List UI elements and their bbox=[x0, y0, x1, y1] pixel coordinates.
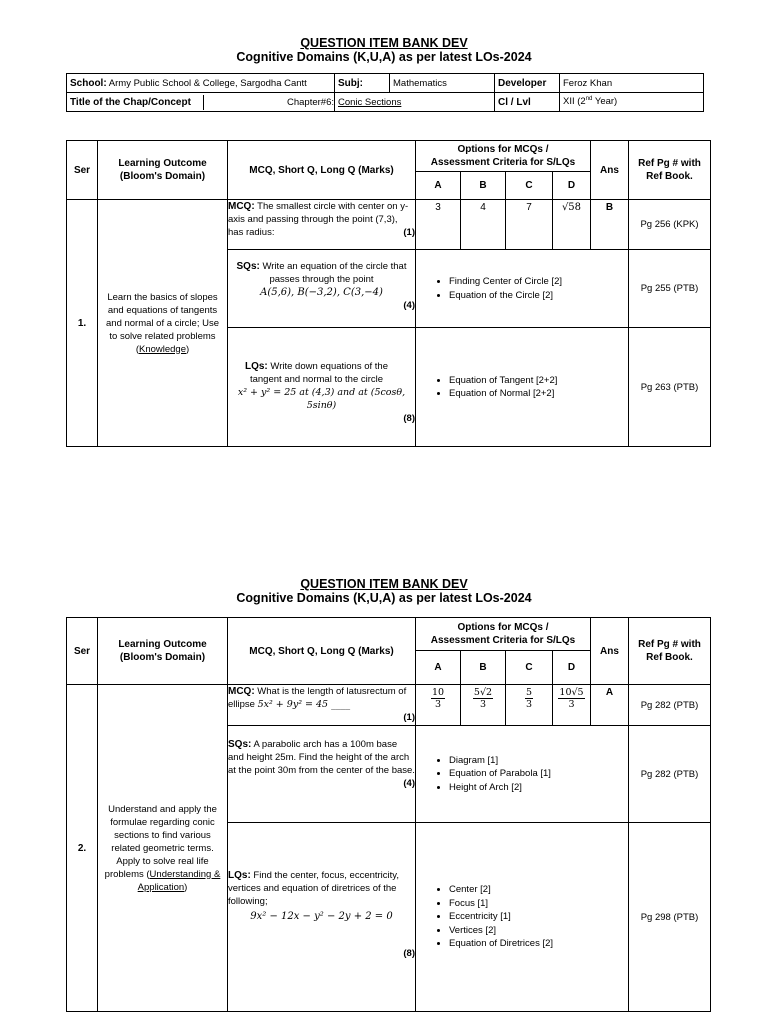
opt-a-header: A bbox=[416, 172, 461, 200]
lq-1-ref: Pg 263 (PTB) bbox=[629, 328, 711, 447]
sq-2-criteria bbox=[416, 726, 629, 823]
criteria-item: • Height of Arch [2] bbox=[449, 781, 625, 795]
class-value: XII (2nd Year) bbox=[560, 93, 704, 112]
developer-value: Feroz Khan bbox=[560, 74, 704, 93]
mcq-1-opt-a: 3 bbox=[416, 200, 461, 250]
ser-1: 1. bbox=[67, 200, 98, 447]
page-header-1 bbox=[0, 36, 768, 64]
ser-header: Ser bbox=[67, 141, 98, 200]
ser-2: 2. bbox=[67, 685, 98, 1012]
sq-1-ref: Pg 255 (PTB) bbox=[629, 250, 711, 328]
lq-2-ref: Pg 298 (PTB) bbox=[629, 823, 711, 1012]
mcq-2-ref: Pg 282 (PTB) bbox=[629, 685, 711, 726]
mcq-2-opt-d: $\frac{10√5}{3}$ bbox=[553, 685, 591, 726]
mcq-header: MCQ, Short Q, Long Q (Marks) bbox=[228, 618, 416, 685]
sq-2-marks: (4) bbox=[403, 778, 415, 789]
opt-c-header: C bbox=[506, 651, 553, 685]
mcq-1-opt-c: 7 bbox=[506, 200, 553, 250]
lq-1-marks: (8) bbox=[403, 413, 415, 424]
opt-c-header: C bbox=[506, 172, 553, 200]
question-table-2 bbox=[66, 617, 711, 1012]
page-header-2 bbox=[0, 577, 768, 605]
mcq-2: MCQ: What is the length of latusrectum of ellipse 5x² + 9y² = 45 ____ (1) bbox=[228, 685, 416, 726]
lo-header: Learning Outcome (Bloom's Domain) bbox=[98, 141, 228, 200]
options-header: Options for MCQs / Assessment Criteria for S/LQs bbox=[416, 618, 591, 651]
title-label: Title of the Chap/Concept bbox=[67, 95, 204, 110]
sq-1: SQs: Write an equation of the circle that passes through the point A(5,6), B(−3,2), C(3,−4) (4) bbox=[228, 250, 416, 328]
criteria-item: • Diagram [1] bbox=[449, 754, 625, 768]
sq-1-math: A(5,6), B(−3,2), C(3,−4) bbox=[260, 287, 383, 298]
bank-subtitle: Cognitive Domains (K,U,A) as per latest LOs-2024 bbox=[236, 591, 532, 605]
mcq-2-opt-c: $\frac{5}{3}$ bbox=[506, 685, 553, 726]
mcq-1-opt-d: √58 bbox=[553, 200, 591, 250]
opt-a-header: A bbox=[416, 651, 461, 685]
criteria-item: • Finding Center of Circle [2] bbox=[449, 275, 625, 289]
ser-header: Ser bbox=[67, 618, 98, 685]
criteria-item: • Equation of the Circle [2] bbox=[449, 289, 625, 303]
criteria-item: • Equation of Normal [2+2] bbox=[449, 387, 625, 401]
lq-1: LQs: Write down equations of the tangent and normal to the circle x² + y² = 25 at (4,3) and at (5cosθ, 5sinθ) (8) bbox=[228, 328, 416, 447]
criteria-item: • Vertices [2] bbox=[449, 924, 625, 938]
mcq-1: MCQ: The smallest circle with center on y-axis and passing through the point (7,3), has radius: (1) bbox=[228, 200, 416, 250]
class-label: Cl / Lvl bbox=[495, 93, 560, 112]
chapter-name: Conic Sections bbox=[335, 93, 495, 112]
criteria-item: • Center [2] bbox=[449, 883, 625, 897]
question-table-1 bbox=[66, 140, 711, 447]
criteria-item: • Focus [1] bbox=[449, 897, 625, 911]
lo-header: Learning Outcome (Bloom's Domain) bbox=[98, 618, 228, 685]
opt-b-header: B bbox=[461, 651, 506, 685]
mcq-2-opt-b: $\frac{5√2}{3}$ bbox=[461, 685, 506, 726]
subj-value: Mathematics bbox=[390, 74, 495, 93]
criteria-item: • Equation of Parabola [1] bbox=[449, 767, 625, 781]
mcq-2-answer: A bbox=[591, 685, 629, 726]
opt-b-header: B bbox=[461, 172, 506, 200]
bank-title: QUESTION ITEM BANK DEV bbox=[300, 36, 468, 50]
criteria-item: • Equation of Tangent [2+2] bbox=[449, 374, 625, 388]
lq-2-math: 9x² − 12x − y² − 2y + 2 = 0 bbox=[250, 911, 393, 922]
sq-2: SQs: A parabolic arch has a 100m base and height 25m. Find the height of the arch at the point 30m from the center of the base. (4) bbox=[228, 726, 416, 823]
mcq-2-marks: (1) bbox=[403, 712, 415, 723]
sq-1-criteria bbox=[416, 250, 629, 328]
options-header: Options for MCQs / Assessment Criteria for S/LQs bbox=[416, 141, 591, 172]
mcq-1-answer: B bbox=[591, 200, 629, 250]
ans-header: Ans bbox=[591, 141, 629, 200]
info-table bbox=[66, 73, 704, 112]
sq-1-marks: (4) bbox=[403, 300, 415, 311]
lq-1-criteria bbox=[416, 328, 629, 447]
sq-2-ref: Pg 282 (PTB) bbox=[629, 726, 711, 823]
mcq-header: MCQ, Short Q, Long Q (Marks) bbox=[228, 141, 416, 200]
lq-2: LQs: Find the center, focus, eccentricity, vertices and equation of diretrices of the following; 9x² − 12x − y² − 2y + 2 = 0 (8) bbox=[228, 823, 416, 1012]
opt-d-header: D bbox=[553, 651, 591, 685]
lo-1: Learn the basics of slopes and equations of tangents and normal of a circle; Use to solve related problems (Knowledge) bbox=[98, 200, 228, 447]
bank-title: QUESTION ITEM BANK DEV bbox=[300, 577, 468, 591]
lo-2: Understand and apply the formulae regarding conic sections to find various related geometric terms. Apply to solve real life problems (Understanding & Application) bbox=[98, 685, 228, 1012]
lq-2-marks: (8) bbox=[403, 948, 415, 959]
subj-label: Subj: bbox=[335, 74, 390, 93]
criteria-item: • Equation of Diretrices [2] bbox=[449, 937, 625, 951]
mcq-1-ref: Pg 256 (KPK) bbox=[629, 200, 711, 250]
ref-header: Ref Pg # with Ref Book. bbox=[629, 618, 711, 685]
lq-2-criteria bbox=[416, 823, 629, 1012]
lq-1-math: x² + y² = 25 at (4,3) and at (5cosθ, 5sinθ) bbox=[237, 387, 406, 411]
title-row bbox=[67, 93, 335, 112]
school-value: Army Public School & College, Sargodha Cantt bbox=[108, 77, 307, 89]
mcq-2-opt-a: $\frac{10}{3}$ bbox=[416, 685, 461, 726]
bank-subtitle: Cognitive Domains (K,U,A) as per latest LOs-2024 bbox=[236, 50, 532, 64]
criteria-item: • Eccentricity [1] bbox=[449, 910, 625, 924]
mcq-1-marks: (1) bbox=[403, 227, 415, 238]
chapter-cell: Chapter#6: bbox=[286, 96, 334, 108]
school-cell: School: Army Public School & College, Sargodha Cantt bbox=[67, 74, 335, 93]
opt-d-header: D bbox=[553, 172, 591, 200]
mcq-1-opt-b: 4 bbox=[461, 200, 506, 250]
ref-header: Ref Pg # with Ref Book. bbox=[629, 141, 711, 200]
ans-header: Ans bbox=[591, 618, 629, 685]
developer-label: Developer bbox=[495, 74, 560, 93]
